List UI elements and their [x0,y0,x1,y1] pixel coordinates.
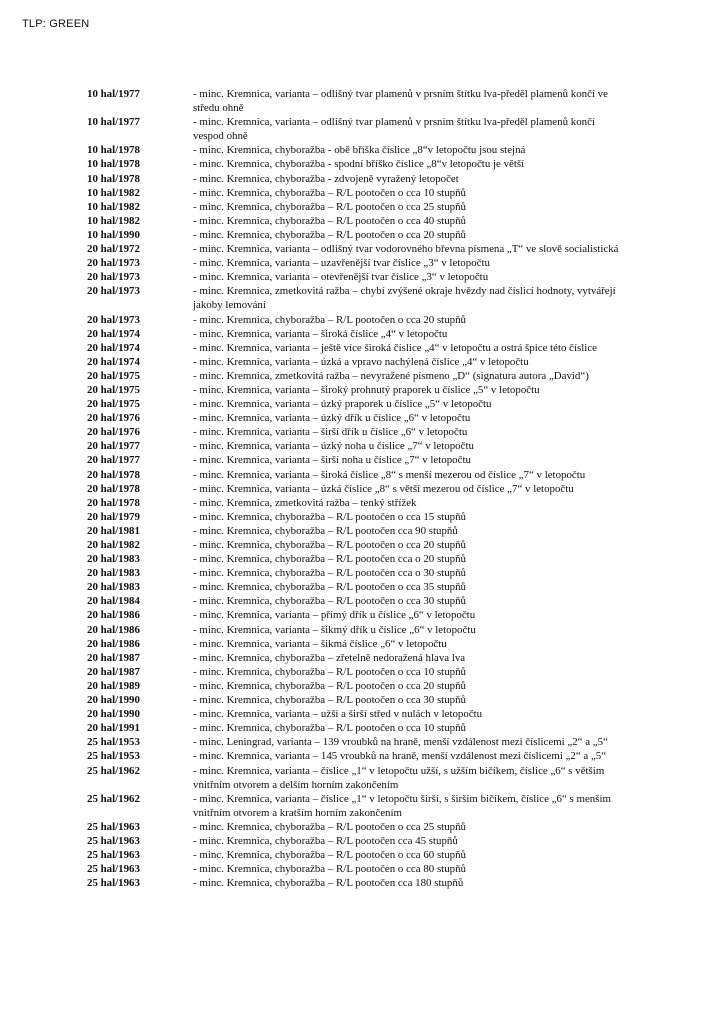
coin-denomination-year: 25 hal/1962 [87,764,140,777]
coin-denomination-year: 20 hal/1986 [87,623,140,636]
coin-variant-list [87,87,627,890]
coin-denomination-year: 20 hal/1976 [87,426,140,439]
list-item [87,397,627,411]
variant-description: - minc. Kremnica, chyboražba – R/L pootočen o cca 20 stupňů [193,313,466,326]
list-item [87,87,627,115]
coin-denomination-year: 10 hal/1990 [87,228,140,241]
list-item [87,721,627,735]
list-item [87,749,627,763]
coin-denomination-year: 20 hal/1979 [87,510,140,523]
variant-description: - minc. Kremnica, zmetkovitá ražba – nevyražené písmeno „D“ (signatura autora „David“) [193,369,589,382]
coin-denomination-year: 20 hal/1978 [87,496,140,509]
coin-denomination-year: 25 hal/1963 [87,849,140,862]
coin-denomination-year: 20 hal/1982 [87,539,140,551]
list-item [87,439,627,453]
variant-description: - minc. Kremnica, varianta – široká číslice „4“ v letopočtu [193,327,448,340]
variant-description: - minc. Kremnica, chyboražba – R/L pootočen o cca 20 stupňů [193,539,466,551]
variant-description: - minc. Kremnica, varianta – otevřenější tvar číslice „3“ v letopočtu [193,271,489,284]
variant-description: - minc. Kremnica, varianta – uzavřenější tvar číslice „3“ v letopočtu [193,257,490,270]
list-item [87,242,627,256]
variant-description: - minc. Kremnica, varianta – odlišný tvar vodorovného břevna písmena „T“ ve slově socialistická [193,243,619,256]
tlp-classification-label: TLP: GREEN [22,18,90,30]
list-item [87,792,627,820]
variant-description: - minc. Kremnica, chyboražba – R/L pootočen o cca 35 stupňů [193,581,466,594]
coin-denomination-year: 25 hal/1963 [87,820,140,833]
list-item [87,580,627,594]
variant-description: - minc. Kremnica, varianta – šikmá číslice „6“ v letopočtu [193,637,447,650]
list-item [87,214,627,228]
variant-description: - minc. Kremnica, varianta – širší dřík u číslice „6“ v letopočtu [193,426,468,439]
list-item [87,510,627,524]
list-item [87,707,627,721]
coin-denomination-year: 10 hal/1977 [87,88,140,100]
variant-description: - minc. Kremnica, varianta – úzký dřík u číslice „6“ v letopočtu [193,412,471,425]
list-item [87,468,627,482]
coin-denomination-year: 20 hal/1973 [87,271,140,284]
coin-denomination-year: 25 hal/1953 [87,736,140,749]
list-item [87,566,627,580]
list-item [87,172,627,186]
list-item [87,820,627,834]
list-item [87,538,627,552]
variant-description: - minc. Kremnica, varianta – široká číslice „8“ s menší mezerou od číslice „7“ v letopočtu [193,468,586,481]
coin-denomination-year: 20 hal/1986 [87,637,140,650]
variant-description: - minc. Kremnica, varianta – ještě více široká číslice „4“ v letopočtu a ostrá špice této číslice [193,341,598,354]
coin-denomination-year: 10 hal/1978 [87,158,140,171]
coin-denomination-year: 20 hal/1973 [87,313,140,326]
variant-description: - minc. Kremnica, varianta – odlišný tvar plamenů v prsním štítku lva-předěl plamenů končí ve středu ohně [193,88,608,115]
list-item [87,411,627,425]
list-item [87,115,627,143]
list-item [87,186,627,200]
list-item [87,876,627,890]
list-item [87,383,627,397]
list-item [87,735,627,749]
coin-denomination-year: 10 hal/1982 [87,214,140,227]
variant-description: - minc. Kremnica, varianta – úzký noha u číslice „7“ v letopočtu [193,440,474,453]
coin-denomination-year: 20 hal/1977 [87,440,140,453]
coin-denomination-year: 20 hal/1974 [87,327,140,340]
variant-description: - minc. Kremnica, varianta – širší noha u číslice „7“ v letopočtu [193,454,471,467]
list-item [87,679,627,693]
list-item [87,834,627,848]
list-item [87,453,627,467]
coin-denomination-year: 20 hal/1974 [87,341,140,354]
variant-description: - minc. Kremnica, chyboražba – R/L pootočen o cca 20 stupňů [193,228,466,241]
list-item [87,482,627,496]
variant-description: - minc. Kremnica, chyboražba – R/L pootočen o cca 25 stupňů [193,200,466,213]
list-item [87,623,627,637]
variant-description: - minc. Kremnica, chyboražba – zřetelně nedoražená hlava lva [193,651,466,664]
variant-description: - minc. Kremnica, chyboražba – R/L pootočen o cca 10 stupňů [193,722,466,735]
list-item [87,552,627,566]
variant-description: - minc. Kremnica, chyboražba - zdvojeně vyražený letopočet [193,172,459,185]
list-item [87,651,627,665]
variant-description: - minc. Kremnica, chyboražba – R/L pootočen o cca 40 stupňů [193,214,466,227]
coin-denomination-year: 25 hal/1962 [87,792,140,805]
list-item [87,200,627,214]
coin-denomination-year: 20 hal/1983 [87,567,140,580]
coin-denomination-year: 20 hal/1975 [87,398,140,411]
coin-denomination-year: 20 hal/1986 [87,609,140,622]
variant-description: - minc. Kremnica, chyboražba – R/L pootočen o cca 30 stupňů [193,694,466,707]
coin-denomination-year: 20 hal/1989 [87,679,140,692]
variant-description: - minc. Kremnica, chyboražba – R/L pootočen o cca 60 stupňů [193,849,466,862]
coin-denomination-year: 20 hal/1987 [87,651,140,664]
variant-description: - minc. Kremnica, varianta – úzká číslice „8“ s větší mezerou od číslice „7“ v letopočtu [193,482,574,495]
coin-denomination-year: 20 hal/1973 [87,285,140,298]
variant-description: - minc. Kremnica, chyboražba – R/L pootočen cca 45 stupňů [193,834,458,847]
variant-description: - minc. Kremnica, chyboražba – R/L pootočen cca o 30 stupňů [193,567,466,580]
list-item [87,862,627,876]
variant-description: - minc. Kremnica, chyboražba – R/L pootočen o cca 10 stupňů [193,186,466,199]
coin-denomination-year: 20 hal/1990 [87,708,140,721]
list-item [87,284,627,312]
variant-description: - minc. Kremnica, chyboražba - spodní bříško číslice „8“v letopočtu je větší [193,158,525,171]
coin-denomination-year: 10 hal/1977 [87,116,140,129]
variant-description: - minc. Kremnica, chyboražba - obě bříška číslice „8“v letopočtu jsou stejná [193,144,526,157]
coin-denomination-year: 20 hal/1975 [87,369,140,382]
list-item [87,355,627,369]
coin-denomination-year: 20 hal/1984 [87,595,140,608]
coin-denomination-year: 20 hal/1978 [87,482,140,495]
list-item [87,270,627,284]
coin-denomination-year: 20 hal/1978 [87,468,140,481]
coin-denomination-year: 20 hal/1990 [87,694,140,707]
variant-description: - minc. Kremnica, varianta – úzká a vpravo nachýlená číslice „4“ v letopočtu [193,355,529,368]
coin-denomination-year: 25 hal/1963 [87,863,140,876]
coin-denomination-year: 20 hal/1974 [87,355,140,368]
variant-description: - minc. Kremnica, zmetkovitá ražba – tenký střížek [193,496,417,509]
variant-description: - minc. Kremnica, chyboražba – R/L pootočen o cca 80 stupňů [193,863,466,876]
variant-description: - minc. Kremnica, chyboražba – R/L pootočen o cca 10 stupňů [193,665,466,678]
coin-denomination-year: 10 hal/1978 [87,144,140,157]
coin-denomination-year: 20 hal/1981 [87,524,140,537]
list-item [87,637,627,651]
variant-description: - minc. Kremnica, varianta – číslice „1“ v letopočtu užší, s užším bičíkem, číslice „6“ s větším vnitřním otvorem a delším horním zakončením [193,764,605,791]
list-item [87,665,627,679]
coin-denomination-year: 20 hal/1976 [87,412,140,425]
coin-denomination-year: 20 hal/1973 [87,257,140,270]
list-item [87,228,627,242]
variant-description: - minc. Kremnica, varianta – úzký praporek u číslice „5“ v letopočtu [193,398,492,411]
coin-denomination-year: 20 hal/1991 [87,722,140,735]
variant-description: - minc. Kremnica, varianta – široký prohnutý praporek u číslice „5“ v letopočtu [193,383,540,396]
variant-description: - minc. Kremnica, varianta – šikmý dřík u číslice „6“ v letopočtu [193,623,476,636]
coin-denomination-year: 10 hal/1978 [87,172,140,185]
list-item [87,157,627,171]
list-item [87,764,627,792]
variant-description: - minc. Leningrad, varianta – 139 vroubků na hraně, menší vzdálenost mezi číslicemi „2“ a „5“ [193,736,608,749]
variant-description: - minc. Kremnica, chyboražba – R/L pootočen o cca 25 stupňů [193,820,466,833]
variant-description: - minc. Kremnica, chyboražba – R/L pootočen o cca 15 stupňů [193,510,466,523]
variant-description: - minc. Kremnica, chyboražba – R/L pootočen cca 90 stupňů [193,524,458,537]
list-item [87,594,627,608]
list-item [87,256,627,270]
coin-denomination-year: 10 hal/1982 [87,200,140,213]
list-item [87,425,627,439]
list-item [87,369,627,383]
list-item [87,693,627,707]
variant-description: - minc. Kremnica, varianta – užší a širší střed v nulách v letopočtu [193,708,483,721]
variant-description: - minc. Kremnica, varianta – přímý dřík u číslice „6“ v letopočtu [193,609,476,622]
variant-description: - minc. Kremnica, chyboražba – R/L pootočen cca 180 stupňů [193,877,464,890]
list-item [87,341,627,355]
variant-description: - minc. Kremnica, chyboražba – R/L pootočen o cca 30 stupňů [193,595,466,608]
list-item [87,143,627,157]
list-item [87,313,627,327]
coin-denomination-year: 25 hal/1963 [87,834,140,847]
variant-description: - minc. Kremnica, zmetkovitá ražba – chybí zvýšené okraje hvězdy nad číslicí hodnoty, vytvářejí jakoby lemování [193,285,616,312]
coin-denomination-year: 25 hal/1963 [87,877,140,890]
list-item [87,496,627,510]
variant-description: - minc. Kremnica, chyboražba – R/L pootočen o cca 20 stupňů [193,679,466,692]
list-item [87,608,627,622]
list-item [87,327,627,341]
variant-description: - minc. Kremnica, varianta – číslice „1“ v letopočtu širší, s širším bičíkem, číslice „6“ s menším vnitřním otvorem a kratším horním zakončením [193,792,611,819]
variant-description: - minc. Kremnica, chyboražba – R/L pootočen cca o 20 stupňů [193,553,466,566]
variant-description: - minc. Kremnica, varianta – odlišný tvar plamenů v prsním štítku lva-předěl plamenů končí vespod ohně [193,116,595,143]
coin-denomination-year: 20 hal/1983 [87,553,140,566]
coin-denomination-year: 20 hal/1987 [87,665,140,678]
coin-denomination-year: 20 hal/1972 [87,243,140,256]
coin-denomination-year: 25 hal/1953 [87,750,140,763]
list-item [87,848,627,862]
coin-denomination-year: 20 hal/1983 [87,581,140,594]
coin-denomination-year: 20 hal/1975 [87,383,140,396]
variant-description: - minc. Kremnica, varianta – 145 vroubků na hraně, menší vzdálenost mezi číslicemi „2“ a „5“ [193,750,607,763]
list-item [87,524,627,538]
coin-denomination-year: 10 hal/1982 [87,186,140,199]
coin-denomination-year: 20 hal/1977 [87,454,140,467]
